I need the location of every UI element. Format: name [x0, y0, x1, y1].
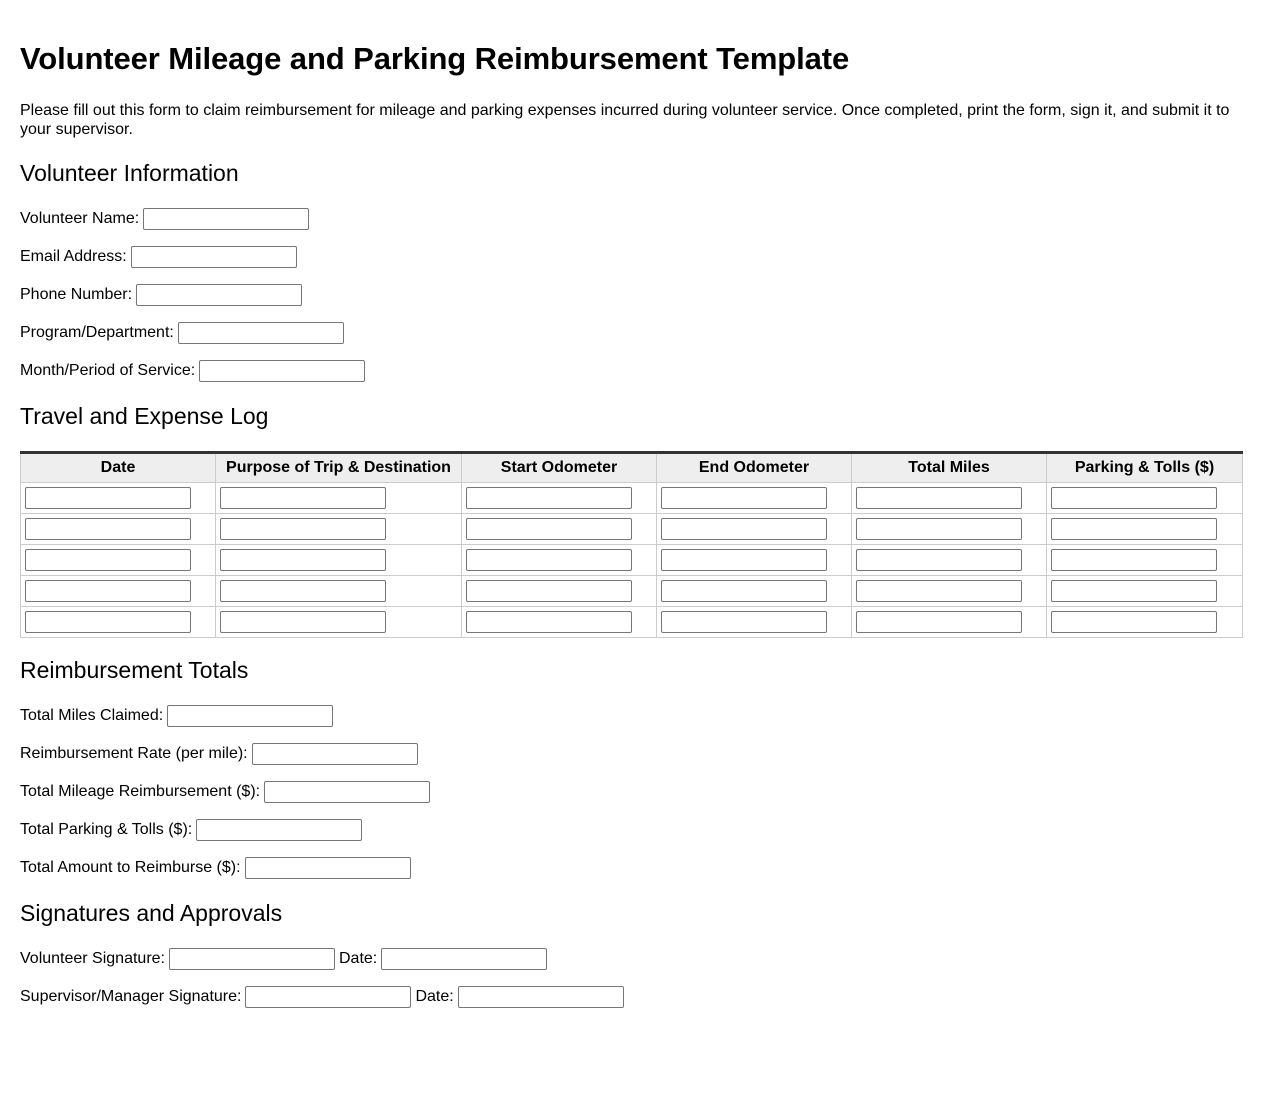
table-cell	[852, 514, 1047, 545]
table-row	[21, 576, 1243, 607]
volunteer-name-input[interactable]	[143, 208, 309, 230]
total-miles-input[interactable]	[856, 611, 1022, 633]
mileage-reimbursement-label: Total Mileage Reimbursement ($):	[20, 783, 261, 800]
total-miles-input[interactable]	[856, 487, 1022, 509]
total-amount-input[interactable]	[245, 857, 411, 879]
date-input[interactable]	[25, 580, 191, 602]
program-department-label: Program/Department:	[20, 324, 174, 341]
total-miles-input[interactable]	[856, 549, 1022, 571]
table-cell	[462, 607, 657, 638]
reimbursement-rate-label: Reimbursement Rate (per mile):	[20, 745, 248, 762]
table-cell	[216, 576, 462, 607]
end-odometer-input[interactable]	[661, 518, 827, 540]
parking-tolls-input[interactable]	[1051, 487, 1217, 509]
table-row	[21, 607, 1243, 638]
signatures-heading: Signatures and Approvals	[20, 900, 283, 926]
supervisor-signature-label: Supervisor/Manager Signature:	[20, 988, 242, 1005]
travel-log-heading: Travel and Expense Log	[20, 403, 269, 429]
volunteer-name-row	[20, 208, 309, 230]
table-cell	[216, 514, 462, 545]
total-miles-claimed-input[interactable]	[167, 705, 333, 727]
table-cell	[657, 607, 852, 638]
service-period-label: Month/Period of Service:	[20, 362, 196, 379]
total-miles-input[interactable]	[856, 518, 1022, 540]
mileage-reimbursement-input[interactable]	[264, 781, 430, 803]
table-cell	[1047, 514, 1243, 545]
volunteer-signature-label: Volunteer Signature:	[20, 950, 165, 967]
table-cell	[462, 514, 657, 545]
total-amount-label: Total Amount to Reimburse ($):	[20, 859, 241, 876]
end-odometer-input[interactable]	[661, 611, 827, 633]
column-header-start-odometer: Start Odometer	[462, 453, 657, 483]
table-cell	[462, 576, 657, 607]
table-header-row	[21, 453, 1243, 483]
table-cell	[657, 545, 852, 576]
table-row	[21, 545, 1243, 576]
service-period-row	[20, 360, 365, 382]
table-cell	[216, 483, 462, 514]
column-header-date: Date	[21, 453, 216, 483]
volunteer-info-heading: Volunteer Information	[20, 160, 239, 186]
start-odometer-input[interactable]	[466, 518, 632, 540]
table-row	[21, 483, 1243, 514]
start-odometer-input[interactable]	[466, 580, 632, 602]
total-parking-tolls-label: Total Parking & Tolls ($):	[20, 821, 193, 838]
end-odometer-input[interactable]	[661, 549, 827, 571]
intro-text: Please fill out this form to claim reimbursement for mileage and parking expenses incurred during volunteer service. Once completed, print the form, sign it, and submit it to your supervisor.	[20, 102, 1230, 138]
supervisor-date-label: Date:	[415, 988, 454, 1005]
table-cell	[852, 545, 1047, 576]
start-odometer-input[interactable]	[466, 487, 632, 509]
email-address-row	[20, 246, 297, 268]
parking-tolls-input[interactable]	[1051, 580, 1217, 602]
table-cell	[657, 576, 852, 607]
column-header-total-miles: Total Miles	[852, 453, 1047, 483]
table-row	[21, 514, 1243, 545]
column-header-end-odometer: End Odometer	[657, 453, 852, 483]
program-department-input[interactable]	[178, 322, 344, 344]
email-address-label: Email Address:	[20, 248, 127, 265]
table-cell	[216, 545, 462, 576]
volunteer-date-input[interactable]	[381, 948, 547, 970]
table-cell	[852, 576, 1047, 607]
travel-log-table	[20, 451, 1243, 638]
table-cell	[21, 607, 216, 638]
table-cell	[21, 483, 216, 514]
totals-heading: Reimbursement Totals	[20, 657, 249, 683]
table-cell	[216, 607, 462, 638]
table-cell	[21, 576, 216, 607]
date-input[interactable]	[25, 487, 191, 509]
purpose-input[interactable]	[220, 580, 386, 602]
table-cell	[1047, 483, 1243, 514]
total-parking-tolls-input[interactable]	[196, 819, 362, 841]
table-cell	[852, 607, 1047, 638]
start-odometer-input[interactable]	[466, 611, 632, 633]
purpose-input[interactable]	[220, 487, 386, 509]
purpose-input[interactable]	[220, 611, 386, 633]
volunteer-signature-row	[20, 948, 547, 970]
reimbursement-rate-row	[20, 743, 418, 765]
reimbursement-rate-input[interactable]	[252, 743, 418, 765]
table-cell	[852, 483, 1047, 514]
page-title: Volunteer Mileage and Parking Reimbursement Template	[20, 41, 850, 76]
phone-number-row	[20, 284, 302, 306]
mileage-reimbursement-row	[20, 781, 430, 803]
volunteer-signature-input[interactable]	[169, 948, 335, 970]
table-cell	[657, 514, 852, 545]
parking-tolls-input[interactable]	[1051, 518, 1217, 540]
table-cell	[1047, 576, 1243, 607]
table-cell	[21, 514, 216, 545]
total-amount-row	[20, 857, 411, 879]
column-header-parking-tolls: Parking & Tolls ($)	[1047, 453, 1243, 483]
total-miles-input[interactable]	[856, 580, 1022, 602]
purpose-input[interactable]	[220, 549, 386, 571]
table-cell	[462, 483, 657, 514]
supervisor-date-input[interactable]	[458, 986, 624, 1008]
column-header-purpose: Purpose of Trip & Destination	[216, 453, 462, 483]
email-address-input[interactable]	[131, 246, 297, 268]
date-input[interactable]	[25, 518, 191, 540]
phone-number-input[interactable]	[136, 284, 302, 306]
purpose-input[interactable]	[220, 518, 386, 540]
volunteer-name-label: Volunteer Name:	[20, 210, 140, 227]
service-period-input[interactable]	[199, 360, 365, 382]
start-odometer-input[interactable]	[466, 549, 632, 571]
supervisor-signature-input[interactable]	[245, 986, 411, 1008]
date-input[interactable]	[25, 549, 191, 571]
total-miles-claimed-row	[20, 705, 333, 727]
volunteer-date-label: Date:	[339, 950, 378, 967]
supervisor-signature-row	[20, 986, 624, 1008]
parking-tolls-input[interactable]	[1051, 549, 1217, 571]
table-cell	[21, 545, 216, 576]
phone-number-label: Phone Number:	[20, 286, 133, 303]
table-cell	[657, 483, 852, 514]
end-odometer-input[interactable]	[661, 580, 827, 602]
table-cell	[462, 545, 657, 576]
parking-tolls-input[interactable]	[1051, 611, 1217, 633]
end-odometer-input[interactable]	[661, 487, 827, 509]
program-department-row	[20, 322, 344, 344]
total-miles-claimed-label: Total Miles Claimed:	[20, 707, 164, 724]
table-cell	[1047, 545, 1243, 576]
total-parking-tolls-row	[20, 819, 362, 841]
date-input[interactable]	[25, 611, 191, 633]
table-cell	[1047, 607, 1243, 638]
